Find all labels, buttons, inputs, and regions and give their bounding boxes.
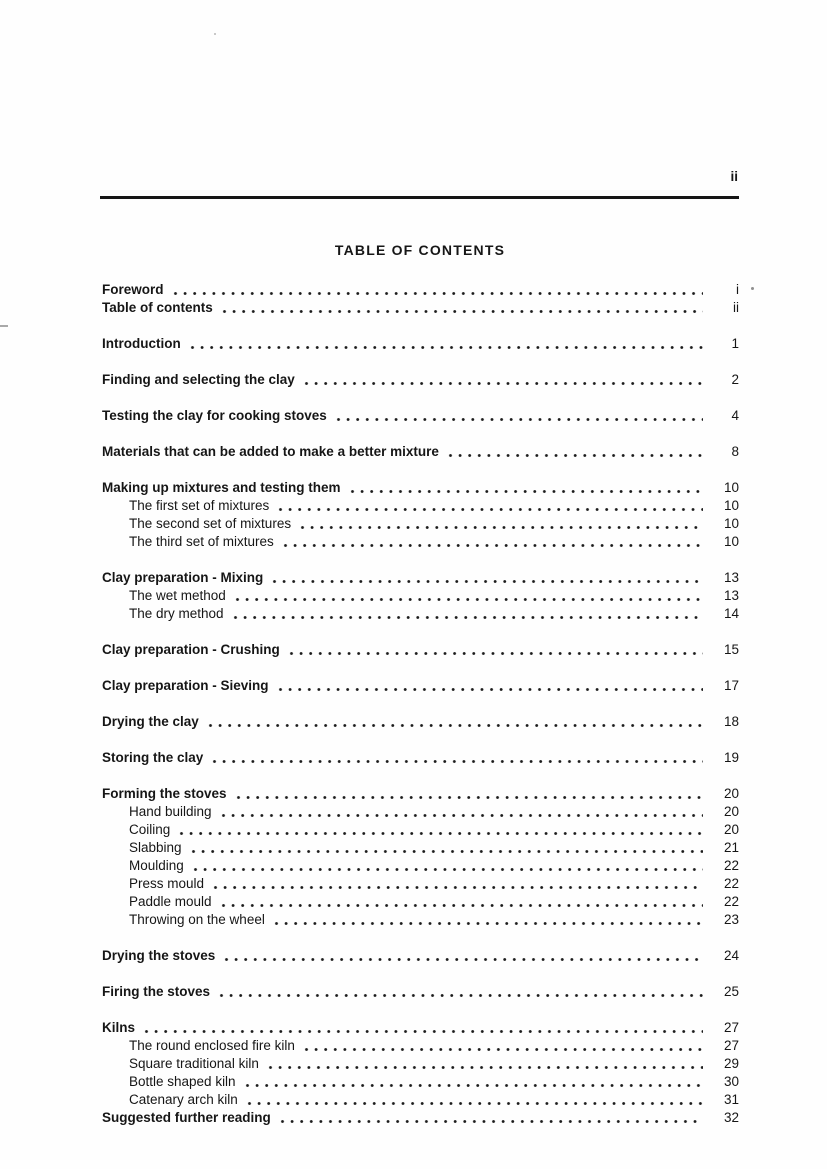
dot-leader bbox=[348, 479, 703, 497]
toc-entry-label: The second set of mixtures bbox=[129, 516, 292, 531]
toc-entry bbox=[102, 1037, 739, 1055]
dot-leader bbox=[302, 1037, 703, 1055]
toc-entry bbox=[102, 677, 739, 695]
dot-leader bbox=[217, 983, 703, 1001]
toc-entry bbox=[102, 443, 739, 461]
toc-entry-label: Clay preparation - Sieving bbox=[102, 678, 269, 693]
toc-entry-label: The dry method bbox=[129, 606, 224, 621]
toc-entry-label: Drying the stoves bbox=[102, 948, 216, 963]
toc-entry-page: 20 bbox=[723, 804, 739, 819]
toc-entry bbox=[102, 371, 739, 389]
dot-leader bbox=[270, 569, 703, 587]
toc-entry bbox=[102, 281, 739, 299]
toc-entry-page: 20 bbox=[723, 786, 739, 801]
toc-entry-label: Clay preparation - Mixing bbox=[102, 570, 264, 585]
toc-entry-page: 10 bbox=[723, 534, 739, 549]
toc-entry bbox=[102, 479, 739, 497]
scan-artifact bbox=[751, 287, 754, 290]
toc-entry-label: Introduction bbox=[102, 336, 181, 351]
dot-leader bbox=[245, 1091, 703, 1109]
toc-entry-label: Catenary arch kiln bbox=[129, 1092, 238, 1107]
toc-entry-label: Firing the stoves bbox=[102, 984, 211, 999]
toc-entry-label: Coiling bbox=[129, 822, 171, 837]
toc-entry bbox=[102, 713, 739, 731]
toc-entry-label: Suggested further reading bbox=[102, 1110, 271, 1125]
dot-leader bbox=[142, 1019, 703, 1037]
toc-entry-page: 21 bbox=[723, 840, 739, 855]
toc-entry-page: 2 bbox=[731, 372, 739, 387]
toc-entry bbox=[102, 821, 739, 839]
toc-entry bbox=[102, 587, 739, 605]
toc-entry-label: The wet method bbox=[129, 588, 226, 603]
toc-entry-label: Forming the stoves bbox=[102, 786, 227, 801]
toc-entry bbox=[102, 857, 739, 875]
toc-entry bbox=[102, 749, 739, 767]
toc-entry-label: Slabbing bbox=[129, 840, 182, 855]
toc-entry bbox=[102, 497, 739, 515]
toc-entry-label: Hand building bbox=[129, 804, 212, 819]
toc-entry bbox=[102, 569, 739, 587]
dot-leader bbox=[220, 299, 703, 317]
dot-leader bbox=[281, 533, 703, 551]
toc-entry-page: 1 bbox=[731, 336, 739, 351]
toc-entry-page: 30 bbox=[723, 1074, 739, 1089]
toc-entry-page: 8 bbox=[731, 444, 739, 459]
dot-leader bbox=[177, 821, 703, 839]
dot-leader bbox=[278, 1109, 703, 1127]
toc-entry-page: 24 bbox=[723, 948, 739, 963]
toc-entry-page: 4 bbox=[731, 408, 739, 423]
dot-leader bbox=[191, 857, 703, 875]
toc-entry-page: 20 bbox=[723, 822, 739, 837]
toc-entry-page: 13 bbox=[723, 588, 739, 603]
toc-entry-label: Table of contents bbox=[102, 300, 213, 315]
table-of-contents bbox=[102, 281, 739, 1127]
toc-entry-page: 15 bbox=[723, 642, 739, 657]
dot-leader bbox=[189, 839, 703, 857]
toc-entry-label: Storing the clay bbox=[102, 750, 204, 765]
dot-leader bbox=[231, 605, 703, 623]
dot-leader bbox=[222, 947, 703, 965]
toc-entry-page: 31 bbox=[723, 1092, 739, 1107]
scan-artifact bbox=[0, 325, 8, 327]
dot-leader bbox=[302, 371, 703, 389]
toc-entry-page: 10 bbox=[723, 516, 739, 531]
toc-entry-label: Press mould bbox=[129, 876, 205, 891]
toc-entry-label: Foreword bbox=[102, 282, 164, 297]
toc-entry-page: 13 bbox=[723, 570, 739, 585]
toc-entry-label: The third set of mixtures bbox=[129, 534, 274, 549]
dot-leader bbox=[211, 875, 703, 893]
dot-leader bbox=[188, 335, 703, 353]
toc-entry-page: 32 bbox=[723, 1110, 739, 1125]
toc-entry-page: 22 bbox=[723, 894, 739, 909]
toc-entry-label: The round enclosed fire kiln bbox=[129, 1038, 295, 1053]
toc-entry bbox=[102, 605, 739, 623]
toc-entry bbox=[102, 335, 739, 353]
toc-entry bbox=[102, 533, 739, 551]
toc-entry bbox=[102, 1073, 739, 1091]
toc-entry bbox=[102, 515, 739, 533]
toc-entry-page: 27 bbox=[723, 1020, 739, 1035]
toc-entry-page: 17 bbox=[723, 678, 739, 693]
toc-entry-page: 23 bbox=[723, 912, 739, 927]
toc-entry bbox=[102, 1019, 739, 1037]
dot-leader bbox=[233, 587, 703, 605]
toc-entry-label: The first set of mixtures bbox=[129, 498, 270, 513]
toc-entry-page: 19 bbox=[723, 750, 739, 765]
toc-entry bbox=[102, 1055, 739, 1073]
dot-leader bbox=[243, 1073, 703, 1091]
toc-entry bbox=[102, 875, 739, 893]
dot-leader bbox=[446, 443, 703, 461]
toc-entry-page: ii bbox=[733, 300, 739, 315]
toc-entry bbox=[102, 947, 739, 965]
toc-entry-page: 22 bbox=[723, 876, 739, 891]
toc-entry-page: 10 bbox=[723, 480, 739, 495]
dot-leader bbox=[276, 677, 703, 695]
toc-entry bbox=[102, 803, 739, 821]
toc-entry-page: 25 bbox=[723, 984, 739, 999]
toc-entry-label: Bottle shaped kiln bbox=[129, 1074, 236, 1089]
toc-entry-label: Testing the clay for cooking stoves bbox=[102, 408, 327, 423]
toc-entry-label: Square traditional kiln bbox=[129, 1056, 259, 1071]
dot-leader bbox=[234, 785, 703, 803]
toc-entry-label: Kilns bbox=[102, 1020, 136, 1035]
toc-entry bbox=[102, 839, 739, 857]
toc-entry-label: Throwing on the wheel bbox=[129, 912, 265, 927]
dot-leader bbox=[334, 407, 703, 425]
toc-entry-label: Paddle mould bbox=[129, 894, 212, 909]
toc-entry-page: 22 bbox=[723, 858, 739, 873]
toc-entry-label: Moulding bbox=[129, 858, 184, 873]
header-rule bbox=[100, 196, 739, 199]
toc-entry bbox=[102, 407, 739, 425]
toc-entry-label: Clay preparation - Crushing bbox=[102, 642, 280, 657]
toc-entry bbox=[102, 299, 739, 317]
toc-entry-page: 29 bbox=[723, 1056, 739, 1071]
dot-leader bbox=[287, 641, 703, 659]
scan-artifact bbox=[214, 33, 216, 35]
toc-entry bbox=[102, 911, 739, 929]
dot-leader bbox=[266, 1055, 703, 1073]
toc-entry-label: Making up mixtures and testing them bbox=[102, 480, 341, 495]
toc-entry-page: 18 bbox=[723, 714, 739, 729]
dot-leader bbox=[206, 713, 703, 731]
toc-entry bbox=[102, 983, 739, 1001]
toc-entry-page: 10 bbox=[723, 498, 739, 513]
toc-entry bbox=[102, 1109, 739, 1127]
page-title: TABLE OF CONTENTS bbox=[334, 242, 506, 258]
dot-leader bbox=[210, 749, 703, 767]
toc-entry bbox=[102, 641, 739, 659]
toc-entry-label: Drying the clay bbox=[102, 714, 199, 729]
toc-entry-page: 14 bbox=[723, 606, 739, 621]
dot-leader bbox=[171, 281, 703, 299]
toc-entry-page: i bbox=[736, 282, 739, 297]
dot-leader bbox=[276, 497, 703, 515]
toc-entry bbox=[102, 1091, 739, 1109]
dot-leader bbox=[219, 893, 703, 911]
dot-leader bbox=[298, 515, 703, 533]
toc-entry bbox=[102, 785, 739, 803]
dot-leader bbox=[272, 911, 703, 929]
toc-entry bbox=[102, 893, 739, 911]
toc-entry-label: Materials that can be added to make a better mixture bbox=[102, 444, 439, 459]
toc-entry-label: Finding and selecting the clay bbox=[102, 372, 295, 387]
header-page-number: ii bbox=[730, 169, 738, 184]
toc-entry-page: 27 bbox=[723, 1038, 739, 1053]
dot-leader bbox=[219, 803, 703, 821]
